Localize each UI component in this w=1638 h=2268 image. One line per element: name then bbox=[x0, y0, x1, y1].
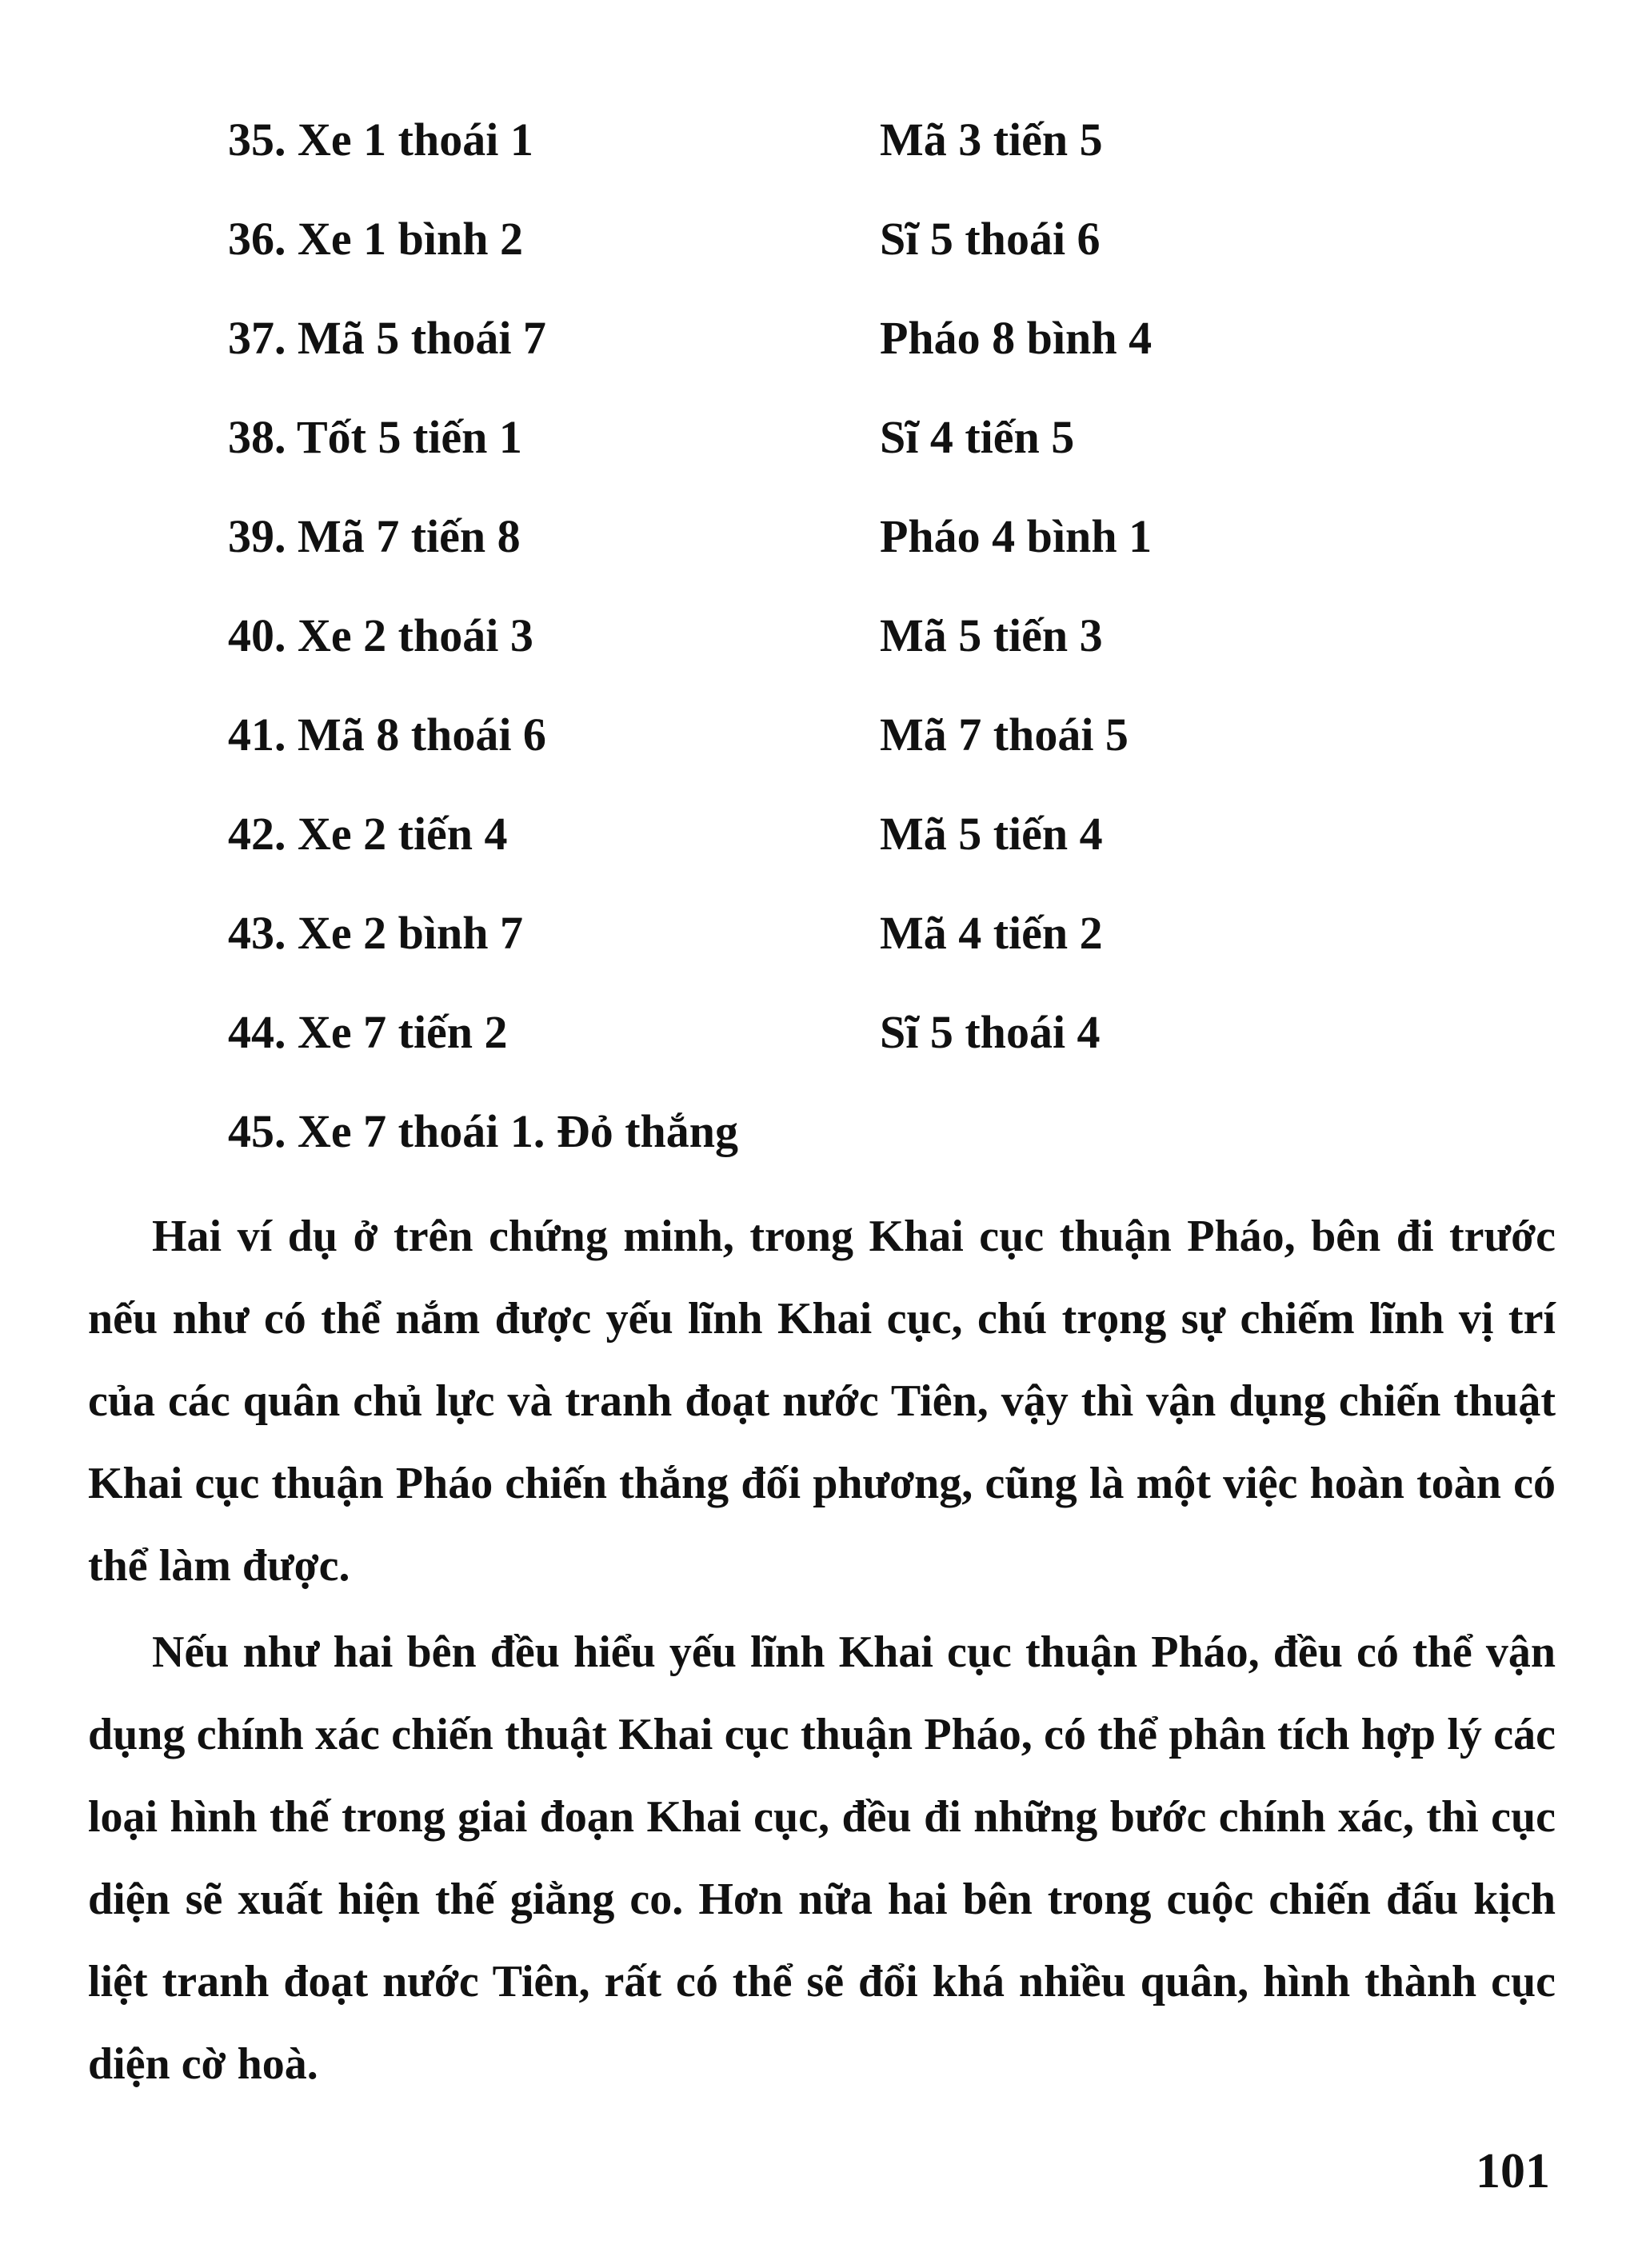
move-red: 41. Mã 8 thoái 6 bbox=[228, 709, 546, 761]
move-black: Pháo 8 bình 4 bbox=[880, 312, 1153, 364]
move-red: 40. Xe 2 thoái 3 bbox=[228, 609, 533, 661]
move-black: Mã 7 thoái 5 bbox=[880, 709, 1129, 761]
move-black: Mã 5 tiến 3 bbox=[880, 609, 1103, 661]
move-black: Pháo 4 bình 1 bbox=[880, 510, 1153, 562]
move-red: 35. Xe 1 thoái 1 bbox=[228, 114, 533, 166]
move-row bbox=[228, 211, 1508, 310]
move-black: Mã 5 tiến 4 bbox=[880, 808, 1103, 860]
move-black: Sĩ 5 thoái 6 bbox=[880, 213, 1101, 265]
move-row bbox=[228, 905, 1508, 1004]
move-black: Sĩ 5 thoái 4 bbox=[880, 1006, 1101, 1058]
move-red: 37. Mã 5 thoái 7 bbox=[228, 312, 546, 364]
move-row bbox=[228, 509, 1508, 608]
paragraph-2: Nếu như hai bên đều hiểu yếu lĩnh Khai cục thuận Pháo, đều có thể vận dụng chính xác chiến thuật Khai cục thuận Pháo, có thể phân tích hợp lý các loại hình thế trong giai đoạn Khai cục, đều đi những bước chính xác, thì cục diện sẽ xuất hiện thế giằng co. Hơn nữa hai bên trong cuộc chiến đấu kịch liệt tranh đoạt nước Tiên, rất có thể sẽ đổi khá nhiều quân, hình thành cục diện cờ hoà. bbox=[88, 1627, 1556, 2089]
move-red-final: 45. Xe 7 thoái 1. Đỏ thắng bbox=[228, 1105, 739, 1157]
move-red: 38. Tốt 5 tiến 1 bbox=[228, 411, 522, 463]
move-row bbox=[228, 310, 1508, 409]
move-row bbox=[228, 707, 1508, 806]
move-red: 39. Mã 7 tiến 8 bbox=[228, 510, 521, 562]
move-red: 44. Xe 7 tiến 2 bbox=[228, 1006, 508, 1058]
move-row bbox=[228, 806, 1508, 905]
paragraph-1: Hai ví dụ ở trên chứng minh, trong Khai cục thuận Pháo, bên đi trước nếu như có thể nắm được yếu lĩnh Khai cục, chú trọng sự chiếm lĩnh vị trí của các quân chủ lực và tranh đoạt nước Tiên, vậy thì vận dụng chiến thuật Khai cục thuận Pháo chiến thắng đối phương, cũng là một việc hoàn toàn có thể làm được. bbox=[88, 1212, 1556, 1591]
move-red: 43. Xe 2 bình 7 bbox=[228, 907, 524, 959]
move-list bbox=[228, 112, 1508, 1203]
move-black: Sĩ 4 tiến 5 bbox=[880, 411, 1075, 463]
move-row bbox=[228, 112, 1508, 211]
page-number: 101 bbox=[1476, 2144, 1550, 2198]
move-row bbox=[228, 608, 1508, 707]
move-red: 36. Xe 1 bình 2 bbox=[228, 213, 524, 265]
move-row bbox=[228, 1004, 1508, 1104]
move-black: Mã 3 tiến 5 bbox=[880, 114, 1103, 166]
move-black: Mã 4 tiến 2 bbox=[880, 907, 1103, 959]
move-row bbox=[228, 409, 1508, 509]
move-red: 42. Xe 2 tiến 4 bbox=[228, 808, 508, 860]
move-row-final bbox=[228, 1104, 1508, 1203]
